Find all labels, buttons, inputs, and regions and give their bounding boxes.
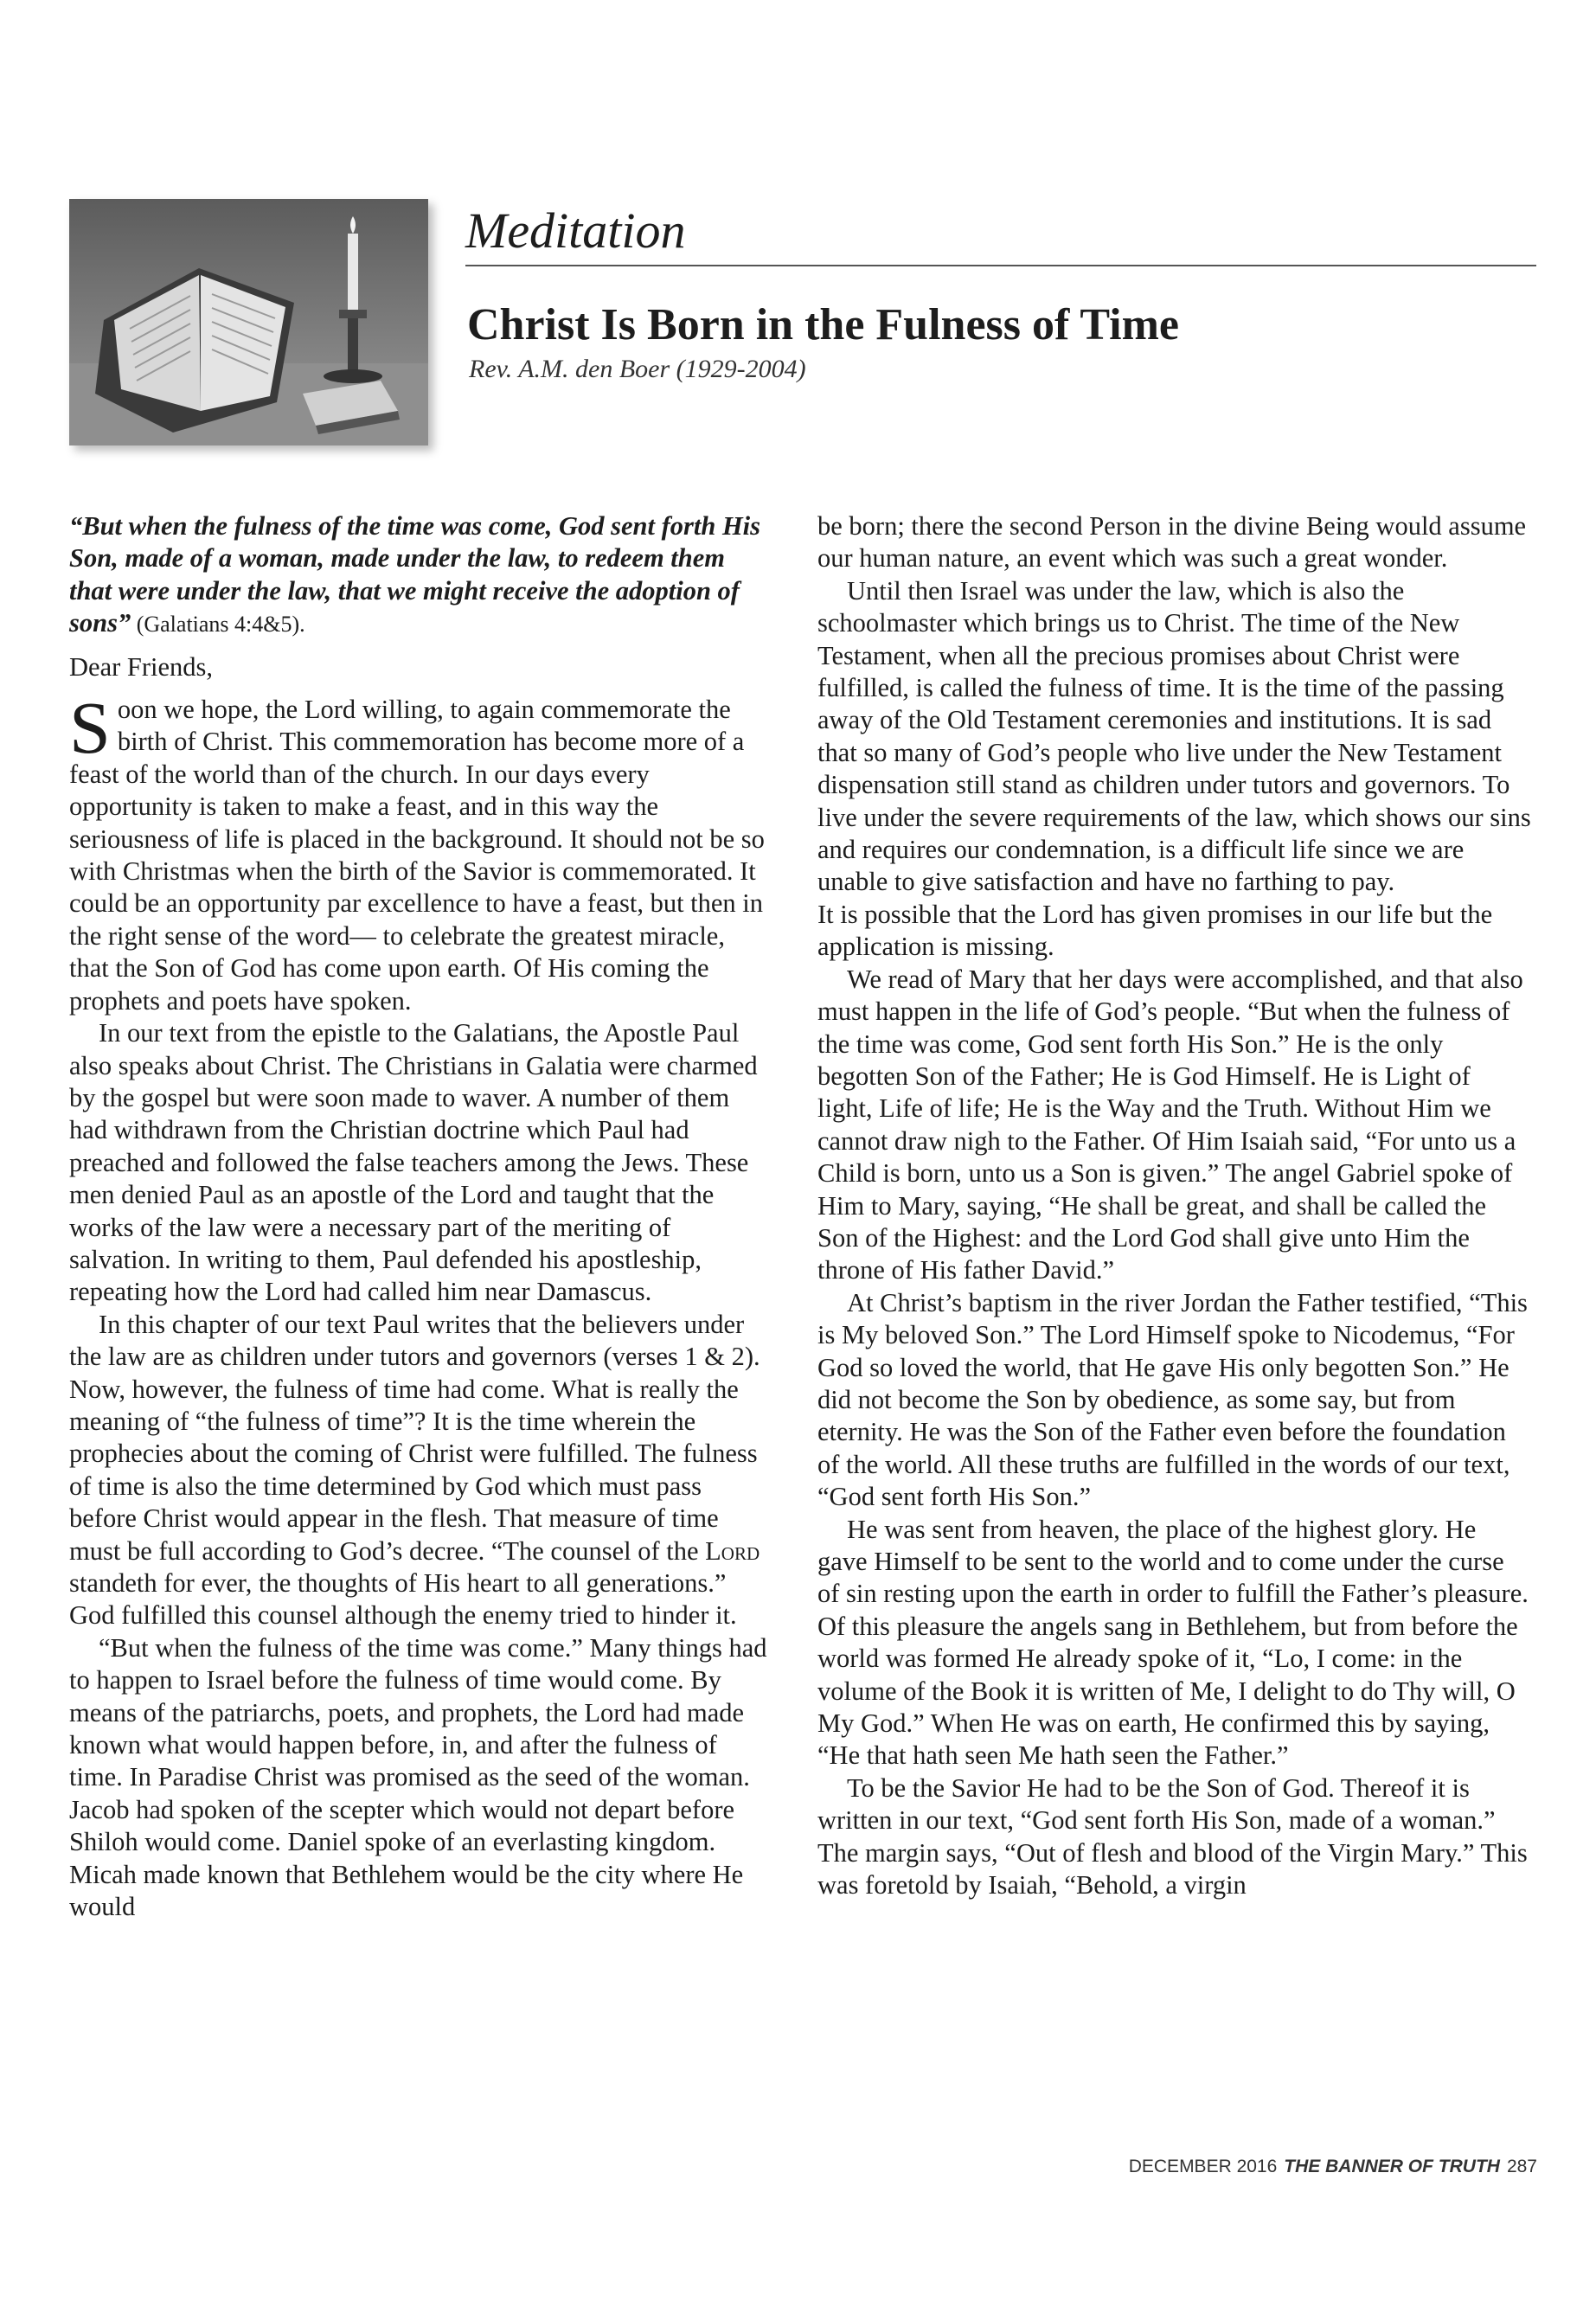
article-title: Christ Is Born in the Fulness of Time xyxy=(467,300,1179,349)
paragraph-text: standeth for ever, the thoughts of His heart to all generations.” God fulfilled this counsel although the enemy tried to hinder it. xyxy=(69,1568,737,1631)
lord-small-caps: Lord xyxy=(705,1535,760,1566)
right-column xyxy=(817,510,1531,1901)
scripture-reference: (Galatians 4:4&5). xyxy=(131,612,305,638)
scripture-text: “But when the fulness of the time was come, God sent forth His Son, made of a woman, made under the law, to redeem them that were under the law, that we might receive the adoption of sons” xyxy=(69,511,761,638)
issue-date: DECEMBER 2016 xyxy=(1128,2157,1278,2176)
paragraph: It is possible that the Lord has given promises in our life but the application is missing. xyxy=(817,899,1493,962)
page-footer xyxy=(1129,2157,1537,2177)
author-byline: Rev. A.M. den Boer (1929-2004) xyxy=(469,355,806,383)
paragraph: be born; there the second Person in the divine Being would assume our human nature, an event which was such a great wonder. xyxy=(817,511,1527,574)
paragraph xyxy=(69,686,770,1017)
paragraph-text: oon we hope, the Lord willing, to again commemorate the birth of Christ. This commemoration has become more of a feast of the world than of the church. In our days every opportunity is taken to make a feast, and in this way the seriousness of life is placed in the background. It should not be so with Christmas when the birth of the Savior is commemorated. It could be an opportunity par excellence to have a feast, but then in the right sense of the word— to celebrate the greatest miracle, that the Son of God has come upon earth. Of His coming the prophets and poets have spoken. xyxy=(69,695,765,1016)
left-column xyxy=(69,510,770,1923)
scripture-quote xyxy=(69,510,770,641)
paragraph: “But when the fulness of the time was come.” Many things had to happen to Israel before the fulness of time would come. By means of the patriarchs, poets, and prophets, the Lord had made known what would happen before, in, and after the fulness of time. In Paradise Christ was promised as the seed of the woman. Jacob had spoken of the scepter which would not depart before Shiloh would come. Daniel spoke of an everlasting kingdom. Micah made known that Bethlehem would be the city where He would xyxy=(69,1632,767,1922)
paragraph: Until then Israel was under the law, which is also the schoolmaster which brings us to Christ. The time of the New Testament, when all the precious promises about Christ were fulfilled, is called the fulness of time. It is the time of the passing away of the Old Testament ceremonies and institutions. It is sad that so many of God’s people who live under the New Testament dispensation still stand as children under tutors and governors. To live under the severe requirements of the law, which shows our sins and requires our condemnation, is a difficult life since we are unable to give satisfaction and have no farthing to pay. xyxy=(817,575,1531,897)
page-number: 287 xyxy=(1506,2157,1537,2176)
paragraph xyxy=(69,1309,770,1632)
paragraph: We read of Mary that her days were accomplished, and that also must happen in the life of God’s people. “But when the fulness of the time was come, God sent forth His Son.” He is the only begotten Son of the Father; He is God Himself. He is Light of light, Life of life; He is the Way and the Truth. Without Him we cannot draw nigh to the Father. Of Him Isaiah said, “For unto us a Child is born, unto us a Son is given.” The angel Gabriel spoke of Him to Mary, saying, “He shall be great, and shall be called the Son of the Highest: and the Lord God shall give unto Him the throne of His father David.” xyxy=(817,964,1523,1285)
magazine-name: THE BANNER OF TRUTH xyxy=(1284,2157,1500,2176)
paragraph: In our text from the epistle to the Galatians, the Apostle Paul also speaks about Christ. The Christians in Galatia were charmed by the gospel but were soon made to waver. A number of them had withdrawn from the Christian doctrine which Paul had preached and followed the false teachers among the Jews. These men denied Paul as an apostle of the Lord and taught that the works of the law were a necessary part of the meriting of salvation. In writing to them, Paul defended his apostleship, repeating how the Lord had called him near Damascus. xyxy=(69,1018,758,1307)
paragraph: At Christ’s baptism in the river Jordan the Father testified, “This is My beloved Son.” The Lord Himself spoke to Nicodemus, “For God so loved the world, that He gave His only begotten Son.” He did not become the Son by obedience, as some say, but from eternity. He was the Son of the Father even before the foundation of the world. All these truths are fulfilled in the words of our text, “God sent forth His Son.” xyxy=(817,1287,1528,1512)
section-title: Meditation xyxy=(465,201,1536,266)
paragraph: To be the Savior He had to be the Son of God. Thereof it is written in our text, “God sent forth His Son, made of a woman.” The margin says, “Out of flesh and blood of the Virgin Mary.” This was foretold by Isaiah, “Behold, a virgin xyxy=(817,1772,1528,1900)
drop-cap: S xyxy=(69,686,111,770)
paragraph-text: In this chapter of our text Paul writes that the believers under the law are as children under tutors and governors (verses 1 & 2). Now, however, the fulness of time had come. What is really the meaning of “the fulness of time”? It is the time wherein the prophecies about the coming of Christ were fulfilled. The fulness of time is also the time determined by God which must pass before Christ would appear in the flesh. That measure of time must be full according to God’s decree. “The counsel of the xyxy=(69,1309,760,1566)
paragraph: He was sent from heaven, the place of the highest glory. He gave Himself to be sent to the world and to come under the curse of sin resting upon the earth in order to fulfill the Father’s pleasure. Of this pleasure the angels sang in Bethlehem, but from before the world was formed He already spoke of it, “Lo, I come: in the volume of the Book it is written of Me, I delight to do Thy will, O My God.” When He was on earth, He confirmed this by saying, “He that hath seen Me hath seen the Father.” xyxy=(817,1514,1529,1771)
bible-candle-illustration xyxy=(69,199,428,445)
salutation: Dear Friends, xyxy=(69,651,214,682)
